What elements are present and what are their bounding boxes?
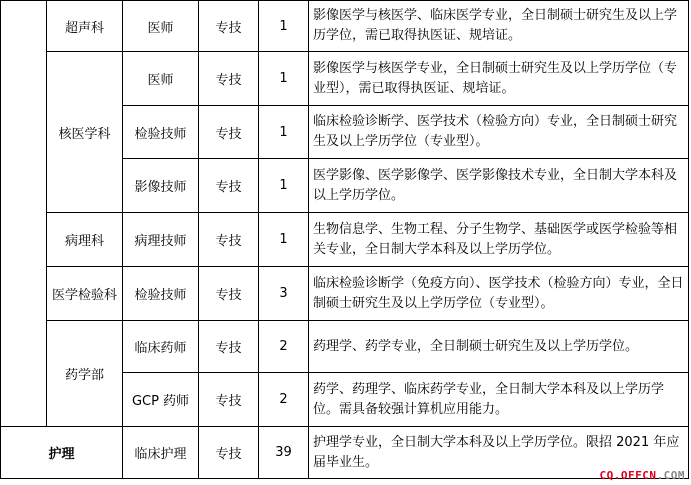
type-cell: 专技 [199,373,259,427]
table-row [1,213,689,267]
count-cell: 1 [259,1,309,52]
requirement-cell: 护理学专业，全日制大学本科及以上学历学位。限招 2021 年应届毕业生。 [309,427,689,479]
type-cell: 专技 [199,106,259,159]
requirement-cell: 药理学、药学专业，全日制硕士研究生及以上学历学位。 [309,321,689,373]
count-cell: 39 [259,427,309,479]
table-row [1,52,689,106]
requirement-cell: 影像医学与核医学专业，全日制硕士研究生及以上学历学位（专业型），需已取得执医证、规培证。 [309,52,689,106]
requirement-cell: 临床检验诊断学（免疫方向）、医学技术（检验方向）专业，全日制硕士研究生及以上学历学位（专业型）。 [309,267,689,321]
type-cell: 专技 [199,427,259,479]
table-row [1,267,689,321]
type-cell: 专技 [199,321,259,373]
department-cell: 病理科 [47,213,123,267]
table-row [1,321,689,373]
position-cell: 医师 [123,52,199,106]
type-cell: 专技 [199,159,259,213]
table-row [1,1,689,52]
count-cell: 1 [259,213,309,267]
department-cell: 超声科 [47,1,123,52]
type-cell: 专技 [199,267,259,321]
count-cell: 1 [259,106,309,159]
department-cell: 核医学科 [47,52,123,213]
site-watermark [600,469,685,482]
count-cell: 1 [259,52,309,106]
type-cell: 专技 [199,52,259,106]
department-cell: 药学部 [47,321,123,427]
type-cell: 专技 [199,213,259,267]
count-cell: 1 [259,159,309,213]
position-cell: 检验技师 [123,267,199,321]
count-cell: 2 [259,373,309,427]
requirement-cell: 影像医学与核医学、临床医学专业，全日制硕士研究生及以上学历学位，需已取得执医证、规培证。 [309,1,689,52]
position-cell: 临床护理 [123,427,199,479]
position-cell: 病理技师 [123,213,199,267]
group-blank-cell [1,1,47,427]
watermark-text-main: CQ.OFFCN [599,469,657,482]
requirement-cell: 临床检验诊断学、医学技术（检验方向）专业，全日制硕士研究生及以上学历学位（专业型）。 [309,106,689,159]
department-cell: 医学检验科 [47,267,123,321]
position-cell: GCP 药师 [123,373,199,427]
count-cell: 2 [259,321,309,373]
position-cell: 检验技师 [123,106,199,159]
department-cell: 护理 [1,427,123,479]
position-cell: 医师 [123,1,199,52]
count-cell: 3 [259,267,309,321]
requirement-cell: 医学影像、医学影像学、医学影像技术专业，全日制大学本科及以上学历学位。 [309,159,689,213]
requirement-cell: 生物信息学、生物工程、分子生物学、基础医学或医学检验等相关专业，全日制大学本科及以上学历学位。 [309,213,689,267]
position-cell: 影像技师 [123,159,199,213]
type-cell: 专技 [199,1,259,52]
position-cell: 临床药师 [123,321,199,373]
requirement-cell: 药学、药理学、临床药学专业，全日制大学本科及以上学历学位。需具备较强计算机应用能力。 [309,373,689,427]
table-row [1,427,689,479]
watermark-text-suffix: .COM [656,469,685,482]
